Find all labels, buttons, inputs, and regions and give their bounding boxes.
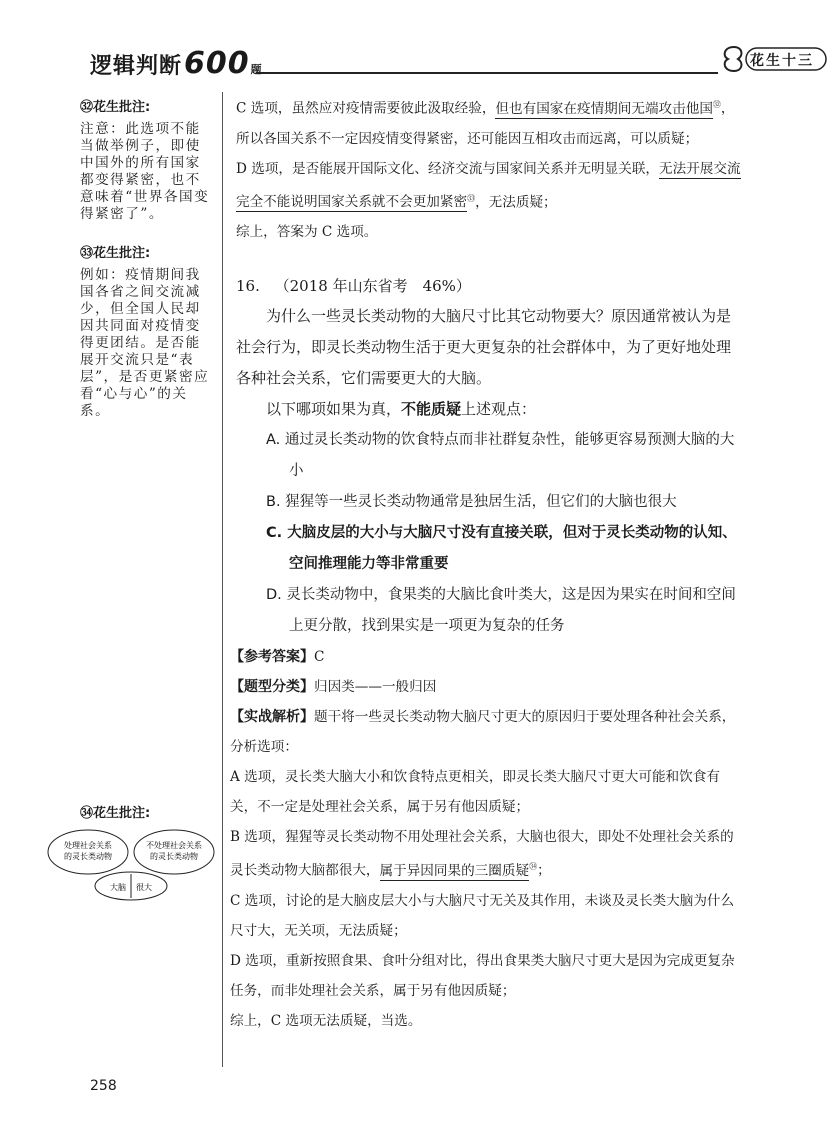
prev-option-d (236, 154, 742, 218)
annotation-33 (80, 242, 212, 420)
type-label: 【题型分类】 (230, 679, 314, 696)
analysis-intro (230, 702, 742, 762)
book-title-text: 逻辑判断 (90, 54, 183, 79)
option-text: 大脑皮层的大小与大脑尺寸没有直接关联，但对于灵长类动物的认知、空间推理能力等非常重要 (287, 525, 737, 573)
venn-right-label-1: 不处理社会关系 (146, 841, 202, 850)
annotation-title: ㉜花生批注: (80, 100, 151, 115)
venn-left-label-1: 处理社会关系 (64, 841, 112, 850)
annotation-ref: ㉜ (712, 100, 721, 109)
option-letter: A. (266, 432, 281, 449)
question-source: （2018 年山东省考 46%） (274, 277, 471, 296)
analysis-label: 【实战解析】 (230, 709, 314, 726)
analysis-summary: 综上，C 选项无法质疑，当选。 (230, 1012, 422, 1029)
underlined-text: 属于异因同果的三圈质疑 (379, 862, 530, 879)
prev-summary: 综上，答案为 C 选项。 (236, 224, 378, 241)
reference-answer (230, 642, 742, 672)
book-title-suffix: 题 (250, 63, 263, 76)
annotation-34 (80, 802, 212, 827)
underlined-text: 但也有国家在疫情期间无端攻击他国 (495, 100, 713, 117)
option-a (266, 425, 742, 487)
annotation-body: 注意：此选项不能当做举例子，即使中国外的所有国家都变得紧密，也不意味着“世界各国变得紧密了”。 (80, 121, 210, 222)
question-number: 16. (236, 277, 260, 296)
text: 上述观点： (461, 400, 537, 419)
brand-logo (716, 44, 828, 74)
header-rule (256, 72, 718, 74)
page-header (78, 38, 814, 81)
option-text: 灵长类动物中，食果类的大脑比食叶类大，这是因为果实在时间和空间上更分散，找到果实是一项更为复杂的任务 (286, 587, 736, 635)
venn-bottom-right-label: 很大 (136, 883, 152, 892)
question-heading (236, 271, 742, 301)
text: ； (537, 862, 551, 879)
prev-option-c (236, 90, 742, 154)
text: C 选项，虽然应对疫情需要彼此汲取经验， (236, 100, 496, 117)
type-value: 归因类——一般归因 (314, 679, 437, 696)
option-d (266, 580, 742, 642)
answer-label: 【参考答案】 (230, 649, 314, 666)
annotation-title: ㉞花生批注: (80, 806, 151, 821)
question-stem: 为什么一些灵长类动物的大脑尺寸比其它动物要大？原因通常被认为是社会行为，即灵长类动物生活于更大更复杂的社会群体中，为了更好地处理各种社会关系，它们需要更大的大脑。 (236, 307, 732, 388)
page-number: 258 (90, 1078, 117, 1094)
text: ，所以各国关系不一定因疫情变得紧密，还可能因互相攻击而远离，可以质疑； (236, 100, 735, 147)
annotation-32 (80, 96, 212, 223)
text: B 选项，猩猩等灵长类动物不用处理社会关系，大脑也很大，即处不处理社会关系的灵长类动物大脑都很大， (230, 829, 734, 879)
option-letter: D. (266, 587, 282, 604)
analysis-option-a: A 选项，灵长类大脑大小和饮食特点更相关，即灵长类大脑尺寸更大可能和饮食有关，不一定是处理社会关系，属于另有他因质疑； (230, 769, 720, 816)
analysis-option-c: C 选项，讨论的是大脑皮层大小与大脑尺寸无关及其作用，未谈及灵长类大脑为什么尺寸大，无关项，无法质疑； (230, 892, 735, 939)
text: ，无法质疑； (475, 194, 557, 211)
brand-name: 花生十三 (750, 53, 814, 69)
venn-left-label-2: 的灵长类动物 (64, 852, 112, 861)
annotation-ref: ㉝ (467, 193, 476, 203)
annotation-body: 例如：疫情期间我国各省之间交流减少，但全国人民却因共同面对疫情变得更团结。是否能展开交流只是“表层”，是否更紧密应看“心与心”的关系。 (80, 267, 210, 419)
option-text: 猩猩等一些灵长类动物通常是独居生活，但它们的大脑也很大 (285, 494, 677, 511)
prompt-emphasis: 不能质疑 (401, 400, 462, 419)
book-title-number: 600 (184, 46, 250, 81)
venn-diagram (46, 826, 216, 902)
option-c (266, 518, 742, 580)
answer-value: C (314, 649, 325, 666)
book-title (90, 46, 263, 81)
question-type (230, 672, 742, 702)
analysis-option-b (230, 822, 742, 886)
option-letter: B. (266, 494, 281, 511)
text: D 选项，是否能展开国际文化、经济交流与国家间关系并无明显关联， (236, 160, 660, 177)
text: 以下哪项如果为真， (266, 400, 402, 419)
column-divider (222, 92, 223, 1067)
question-prompt (236, 394, 742, 425)
annotation-ref: ㉞ (529, 862, 538, 872)
analysis-option-d: D 选项，重新按照食果、食叶分组对比，得出食果类大脑尺寸更大是因为完成更复杂任务，而非处理社会关系，属于另有他因质疑； (230, 952, 735, 999)
venn-right-label-2: 的灵长类动物 (150, 852, 198, 861)
option-text: 通过灵长类动物的饮食特点而非社群复杂性，能够更容易预测大脑的大小 (284, 432, 735, 480)
option-b (266, 487, 742, 518)
underlined-text: 无法开展交流完全不能说明国家关系就不会更加紧密 (236, 160, 741, 211)
main-content (230, 90, 742, 1036)
text: 题干将一些灵长类动物大脑尺寸更大的原因归于要处理各种社会关系，分析选项： (230, 709, 736, 756)
venn-bottom-left-label: 大脑 (110, 883, 126, 892)
option-letter: C. (266, 525, 283, 542)
annotation-title: ㉝花生批注: (80, 246, 151, 261)
